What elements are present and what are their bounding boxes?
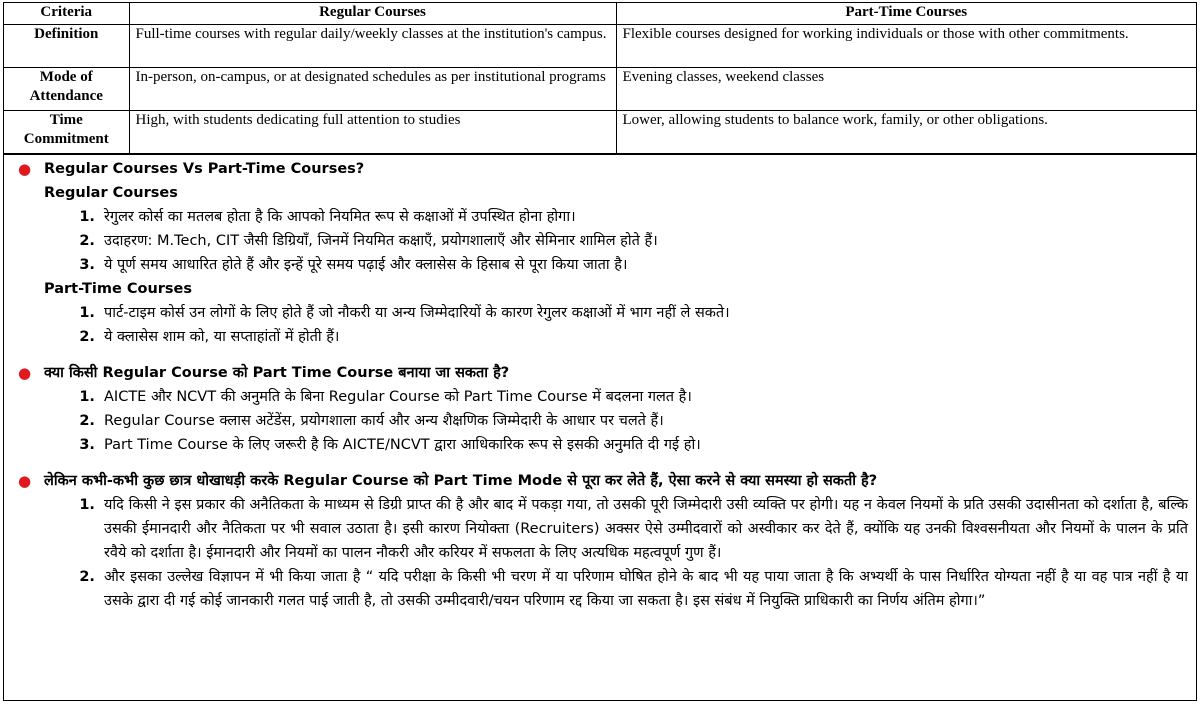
- list-item: 1. रेगुलर कोर्स का मतलब होता है कि आपको नियमित रूप से कक्षाओं में उपस्थित होना होगा।: [100, 205, 1188, 229]
- list-item: 3. ये पूर्ण समय आधारित होते हैं और इन्हें पूरे समय पढ़ाई और क्लासेस के हिसाब से पूरा किया जाता है।: [100, 253, 1188, 277]
- criteria-cell: Definition: [4, 25, 129, 68]
- table-row: [4, 25, 1196, 68]
- section-title: लेकिन कभी-कभी कुछ छात्र धोखाधड़ी करके Regular Course को Part Time Mode से पूरा कर लेते हैं, ऐसा करने से क्या समस्या हो सकती है?: [44, 473, 878, 489]
- document-page: [3, 2, 1197, 701]
- regular-cell: High, with students dedicating full attention to studies: [129, 111, 616, 154]
- part-time-cell: Evening classes, weekend classes: [616, 68, 1196, 111]
- header-part-time-courses: Part-Time Courses: [616, 3, 1196, 25]
- bullet-icon: ●: [18, 364, 32, 382]
- header-regular-courses: Regular Courses: [129, 3, 616, 25]
- notes-content: [4, 154, 1196, 613]
- criteria-cell: Time Commitment: [4, 111, 129, 154]
- section-title: क्या किसी Regular Course को Part Time Course बनाया जा सकता है?: [44, 365, 510, 381]
- subsection-title-part-time: Part-Time Courses: [44, 281, 193, 297]
- list-item: 1. यदि किसी ने इस प्रकार की अनैतिकता के माध्यम से डिग्री प्राप्त की है और बाद में पकड़ा गया, तो उसकी पूरी जिम्मेदारी उसी व्यक्ति पर होगी। यह न केवल नियमों के प्रति उसकी उदासीनता को दर्शाता है, बल्कि उसकी ईमानदारी और नैतिकता पर भी सवाल उठाता है। इसी कारण नियोक्ता (Recruiters) अक्सर ऐसे उम्मीदवारों को अस्वीकार कर देते हैं, क्योंकि यह उनकी विश्वसनीयता और नियमों के पालन के प्रति रवैये को दर्शाता है। ईमानदारी और नियमों का पालन नौकरी और करियर में सफलता के लिए अत्यधिक महत्वपूर्ण गुण हैं।: [100, 493, 1188, 565]
- section-title: Regular Courses Vs Part-Time Courses?: [44, 161, 365, 177]
- section-fraud-consequences: [18, 469, 1188, 613]
- section-conversion-question: [18, 361, 1188, 457]
- list-item: 1. पार्ट-टाइम कोर्स उन लोगों के लिए होते हैं जो नौकरी या अन्य जिम्मेदारियों के कारण रेगुलर कक्षाओं में भाग नहीं ले सकते।: [100, 301, 1188, 325]
- part-time-cell: Flexible courses designed for working individuals or those with other commitments.: [616, 25, 1196, 68]
- subsection-title-regular: Regular Courses: [44, 185, 178, 201]
- list-item: 3. Part Time Course के लिए जरूरी है कि AICTE/NCVT द्वारा आधिकारिक रूप से इसकी अनुमति दी गई हो।: [100, 433, 1188, 457]
- list-item: 2. ये क्लासेस शाम को, या सप्ताहांतों में होती हैं।: [100, 325, 1188, 349]
- table-row: [4, 68, 1196, 111]
- comparison-table: [4, 3, 1196, 154]
- list-item: 2. उदाहरण: M.Tech, CIT जैसी डिग्रियाँ, जिनमें नियमित कक्षाएँ, प्रयोगशालाएँ और सेमिनार शामिल होते हैं।: [100, 229, 1188, 253]
- list-item: 2. और इसका उल्लेख विज्ञापन में भी किया जाता है “ यदि परीक्षा के किसी भी चरण में या परिणाम घोषित होने के बाद भी यह पाया जाता है कि अभ्यर्थी के पास निर्धारित योग्यता नहीं है या वह पात्र नहीं है या उसके द्वारा दी गई कोई जानकारी गलत पाई जाती है, तो उसकी उम्मीदवारी/चयन परिणाम रद्द किया जा सकता है। इस संबंध में नियुक्ति प्राधिकारी का निर्णय अंतिम होगा।”: [100, 565, 1188, 613]
- consequences-list: [44, 493, 1188, 613]
- list-item: 2. Regular Course क्लास अटेंडेंस, प्रयोगशाला कार्य और अन्य शैक्षणिक जिम्मेदारी के आधार पर चलते हैं।: [100, 409, 1188, 433]
- table-header-row: [4, 3, 1196, 25]
- table-row: [4, 111, 1196, 154]
- part-time-cell: Lower, allowing students to balance work, family, or other obligations.: [616, 111, 1196, 154]
- list-item: 1. AICTE और NCVT की अनुमति के बिना Regular Course को Part Time Course में बदलना गलत है।: [100, 385, 1188, 409]
- criteria-cell: Mode of Attendance: [4, 68, 129, 111]
- bullet-icon: ●: [18, 472, 32, 490]
- regular-courses-list: [44, 205, 1188, 277]
- regular-cell: In-person, on-campus, or at designated schedules as per institutional programs: [129, 68, 616, 111]
- header-criteria: Criteria: [4, 3, 129, 25]
- conversion-list: [44, 385, 1188, 457]
- part-time-courses-list: [44, 301, 1188, 349]
- regular-cell: Full-time courses with regular daily/weekly classes at the institution's campus.: [129, 25, 616, 68]
- section-regular-vs-part-time: [18, 157, 1188, 349]
- bullet-icon: ●: [18, 160, 32, 178]
